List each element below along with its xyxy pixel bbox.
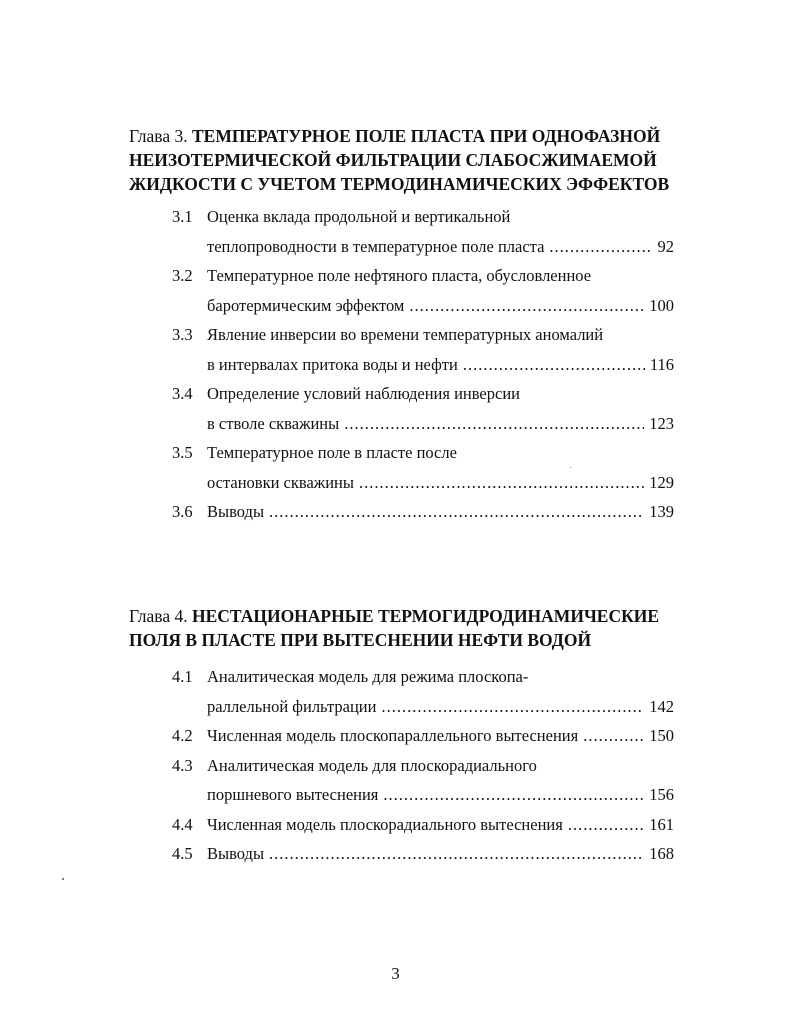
toc-entry-4-3[interactable] (172, 751, 674, 810)
chapter-3-heading (129, 124, 689, 196)
toc-entry-title: Численная модель плоскопараллельного вытеснения (207, 726, 579, 745)
toc-entry-title: Определение условий наблюдения инверсии (207, 384, 520, 403)
toc-entry-number: 4.5 (172, 844, 193, 863)
toc-entry-title-continued: поршневого вытеснения (207, 785, 379, 804)
toc-entry-3-6[interactable] (172, 497, 674, 527)
toc-entry-4-5[interactable] (172, 839, 674, 869)
toc-entry-number: 3.5 (172, 443, 193, 462)
dot-leader (269, 497, 644, 527)
chapter-3-toc (172, 202, 674, 527)
chapter-3-title: ТЕМПЕРАТУРНОЕ ПОЛЕ ПЛАСТА ПРИ ОДНОФАЗНОЙ НЕИЗОТЕРМИЧЕСКОЙ ФИЛЬТРАЦИИ СЛАБОСЖИМАЕМОЙ ЖИДКОСТИ С УЧЕТОМ ТЕРМОДИНАМИЧЕСКИХ ЭФФЕКТОВ (129, 126, 670, 194)
toc-entry-title: Температурное поле нефтяного пласта, обусловленное (207, 266, 592, 285)
toc-entry-number: 3.6 (172, 502, 193, 521)
chapter-4-heading (129, 604, 689, 652)
toc-page-number: 116 (649, 354, 674, 374)
scan-speck (570, 467, 571, 468)
toc-entry-number: 3.2 (172, 266, 193, 285)
chapter-4-title: НЕСТАЦИОНАРНЫЕ ТЕРМОГИДРОДИНАМИЧЕСКИЕ ПОЛЯ В ПЛАСТЕ ПРИ ВЫТЕСНЕНИИ НЕФТИ ВОДОЙ (129, 606, 660, 650)
dot-leader (583, 721, 644, 751)
toc-page-number: 123 (649, 413, 674, 433)
toc-entry-title-continued: в интервалах притока воды и нефти (207, 354, 458, 374)
dot-leader (359, 468, 644, 498)
dot-leader (383, 780, 644, 810)
chapter-4-label: Глава 4. (129, 606, 188, 626)
toc-entry-title-continued: теплопроводности в температурное поле пласта (207, 236, 545, 256)
dot-leader (409, 291, 644, 321)
toc-entry-title: Температурное поле в пласте после (207, 443, 457, 462)
toc-entry-title: Аналитическая модель для плоскорадиального (207, 755, 537, 775)
toc-entry-4-4[interactable] (172, 810, 674, 840)
toc-page-number: 139 (649, 502, 674, 521)
scan-speck (62, 878, 64, 880)
chapter-4-toc (172, 662, 674, 869)
toc-entry-number: 4.3 (172, 755, 193, 775)
toc-entry-number: 4.4 (172, 814, 193, 834)
toc-entry-number: 3.3 (172, 325, 193, 344)
toc-entry-title: Явление инверсии во времени температурных аномалий (207, 325, 604, 344)
toc-entry-title: Оценка вклада продольной и вертикальной (207, 207, 511, 226)
toc-entry-number: 3.4 (172, 384, 193, 403)
toc-page-number: 100 (649, 295, 674, 315)
toc-page-number: 156 (649, 785, 674, 804)
toc-entry-3-3[interactable] (172, 320, 674, 379)
toc-entry-title-continued: баротермическим эффектом (207, 295, 405, 315)
toc-entry-title-continued: остановки скважины (207, 472, 354, 492)
toc-entry-4-1[interactable] (172, 662, 674, 721)
toc-entry-3-1[interactable] (172, 202, 674, 261)
toc-page-number: 142 (649, 696, 674, 716)
toc-entry-3-4[interactable] (172, 379, 674, 438)
dot-leader (381, 692, 644, 722)
toc-page-number: 150 (649, 726, 674, 745)
toc-entry-number: 3.1 (172, 207, 193, 226)
chapter-3-label: Глава 3. (129, 126, 188, 146)
toc-entry-3-5[interactable] (172, 438, 674, 497)
dot-leader (549, 232, 652, 262)
toc-entry-number: 4.2 (172, 726, 193, 745)
toc-entry-title: Численная модель плоскорадиального вытеснения (207, 814, 563, 834)
toc-page-number: 168 (649, 844, 674, 863)
toc-entry-title: Выводы (207, 502, 265, 521)
toc-entry-title: Аналитическая модель для режима плоскопа- (207, 667, 529, 686)
dot-leader (344, 409, 644, 439)
toc-entry-title-continued: в стволе скважины (207, 413, 340, 433)
toc-entry-3-2[interactable] (172, 261, 674, 320)
toc-entry-title: Выводы (207, 844, 265, 863)
dot-leader (568, 810, 644, 840)
toc-page-number: 161 (649, 814, 674, 834)
page-number-footer: 3 (391, 964, 400, 983)
toc-entry-4-2[interactable] (172, 721, 674, 751)
dot-leader (463, 350, 645, 380)
toc-page-number: 92 (657, 236, 674, 256)
dot-leader (269, 839, 644, 869)
toc-entry-number: 4.1 (172, 667, 193, 686)
toc-page-number: 129 (649, 472, 674, 492)
toc-entry-title-continued: раллельной фильтрации (207, 696, 377, 716)
